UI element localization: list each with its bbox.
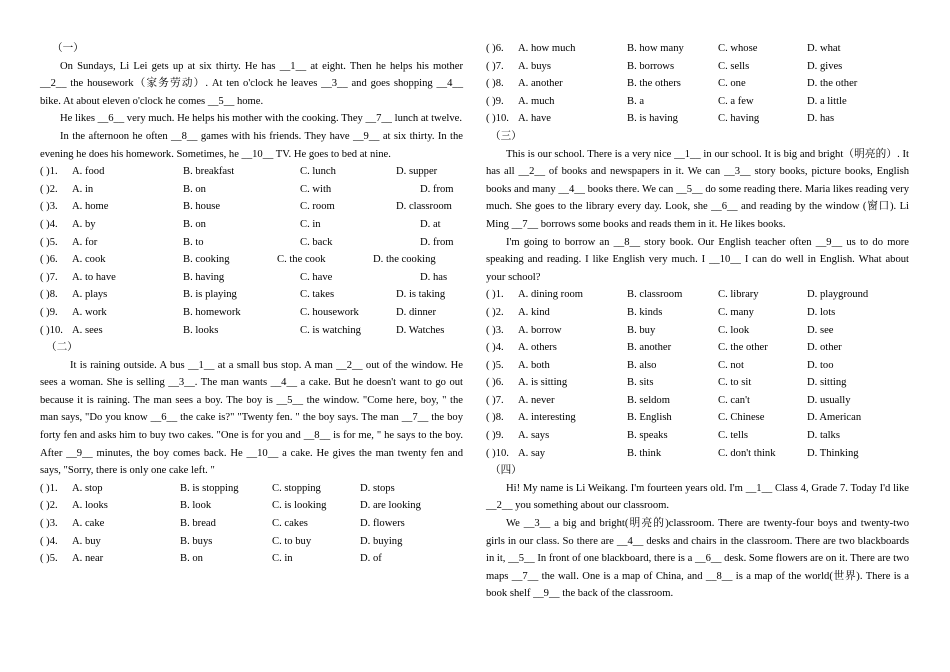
option-b: B. on [180, 553, 203, 565]
option-b: B. having [183, 271, 225, 283]
option-row [486, 427, 909, 445]
question-number: ( )8. [486, 78, 504, 90]
question-number: ( )6. [40, 254, 58, 266]
question-number: ( )3. [40, 518, 58, 530]
option-a: A. in [72, 183, 94, 195]
option-a: A. work [72, 306, 107, 318]
option-b: B. homework [183, 306, 241, 318]
option-d: D. sitting [807, 377, 847, 389]
option-a: A. say [518, 447, 546, 459]
option-b: B. is stopping [180, 482, 239, 494]
option-a: A. borrow [518, 324, 562, 336]
option-d: D. playground [807, 289, 869, 301]
option-c: C. whose [718, 43, 758, 54]
option-b: B. is playing [183, 289, 237, 301]
option-d: D. has [807, 113, 835, 125]
option-row [40, 269, 463, 287]
question-number: ( )9. [40, 306, 58, 318]
option-b: B. sits [627, 377, 654, 389]
question-number: ( )9. [486, 95, 504, 107]
option-d: D. lots [807, 306, 836, 318]
option-d: D. gives [807, 60, 843, 72]
option-a: A. dining room [518, 289, 584, 301]
option-row [486, 392, 909, 410]
option-b: B. another [627, 342, 672, 354]
option-c: C. many [718, 306, 754, 318]
option-c: C. to buy [272, 535, 312, 547]
option-a: A. stop [72, 482, 103, 494]
question-number: ( )5. [486, 359, 504, 371]
option-d: D. is taking [396, 289, 446, 301]
option-b: B. classroom [627, 289, 683, 301]
option-b: B. how many [627, 43, 684, 54]
option-b: B. buys [180, 535, 213, 547]
question-number: ( )10. [486, 447, 509, 459]
option-b: B. on [183, 183, 206, 195]
option-row [40, 515, 463, 533]
question-number: ( )9. [486, 430, 504, 442]
option-d: D. Thinking [807, 447, 859, 459]
option-a: A. buys [518, 60, 551, 72]
option-b: B. a [627, 95, 645, 107]
option-a: A. have [518, 113, 551, 125]
question-number: ( )1. [40, 166, 58, 178]
option-b: B. to [183, 236, 204, 248]
option-row [486, 445, 909, 463]
section-2-title: （二） [46, 342, 78, 354]
question-number: ( )7. [486, 394, 504, 406]
option-d: D. a little [807, 95, 847, 107]
option-a: A. how much [518, 43, 576, 54]
option-c: C. library [718, 289, 759, 301]
option-row [40, 497, 463, 515]
option-d: D. stops [360, 482, 395, 494]
option-c: C. a few [718, 95, 754, 107]
option-a: A. food [72, 166, 105, 178]
question-number: ( )1. [486, 289, 504, 301]
option-row [40, 550, 463, 568]
passage-paragraph: He likes __6__ very much. He helps his mother with the cooking. They __7__ lunch at twelve. [60, 113, 462, 125]
question-number: ( )8. [486, 412, 504, 424]
option-c: C. sells [718, 60, 750, 72]
option-b: B. kinds [627, 306, 663, 318]
option-a: A. cook [72, 254, 106, 266]
option-a: A. home [72, 201, 109, 213]
option-c: C. takes [300, 289, 335, 301]
option-b: B. the others [627, 78, 681, 90]
option-row [486, 110, 909, 128]
option-row [486, 322, 909, 340]
question-number: ( )4. [40, 535, 58, 547]
option-a: A. cake [72, 518, 105, 530]
option-c: C. tells [718, 430, 749, 442]
option-row [486, 58, 909, 76]
option-c: C. look [718, 324, 750, 336]
option-row [40, 216, 463, 234]
option-c: C. one [718, 78, 746, 90]
option-row [40, 322, 463, 340]
passage-paragraph: It is raining outside. A bus __1__ at a small bus stop. A man __2__ out of the window. He sees a woman. She is selling __3__. The man wants __4__ a cake. But he doesn't want to go out because it is raining. The man sees a boy. The boy is __5__ the window. "Come here, boy, " the man says, "Do you know __6__ the cake is?" "Twenty fen. " the boy says. The man __7__ the boy forty fen and asks him to buy two cakes. "One is for you and __8__ is for me, " he says to the boy. After __9__ minutes, the boy comes back. He __10__ a cake. He gives the man twenty fen and says, "Sorry, there is only one cake left. " [40, 359, 463, 477]
option-row [486, 357, 909, 375]
option-c: C. can't [718, 394, 750, 406]
option-b: B. think [627, 447, 662, 459]
option-d: D. of [360, 553, 382, 565]
passage-paragraph: In the afternoon he often __8__ games with his friends. They have __9__ at six thirty. In the evening he does his homework. Sometimes, he __10__ TV. He goes to bed at nine. [40, 130, 463, 160]
option-c: C. not [718, 359, 744, 371]
right-column [486, 40, 909, 603]
option-d: D. talks [807, 430, 840, 442]
section-3-title: （三） [490, 130, 522, 142]
passage-paragraph: This is our school. There is a very nice __1__ in our school. It is big and bright（明亮的）. It has all __2__ of books and newspapers in it. We can __3__ story books, picture books, English books and many __4__ books there. We can __5__ do some reading there. Maria likes reading very much. She goes to the library every day. Look, she __6__ and reading by the window (窗口). Li Ming __7__ borrows some books and reads them in it. He likes books. [486, 148, 909, 230]
option-row [40, 533, 463, 551]
option-row [40, 163, 463, 181]
option-c: C. in [300, 218, 321, 230]
section-1-title: （一） [52, 43, 84, 54]
option-a: A. near [72, 553, 104, 565]
option-b: B. on [183, 218, 206, 230]
option-d: D. at [420, 218, 441, 230]
option-row [40, 304, 463, 322]
option-row [486, 286, 909, 304]
question-number: ( )4. [486, 342, 504, 354]
option-d: D. from [420, 236, 454, 248]
option-d: D. what [807, 43, 841, 54]
option-d: D. classroom [396, 201, 452, 213]
option-d: D. are looking [360, 500, 421, 512]
question-number: ( )2. [40, 183, 58, 195]
question-number: ( )8. [40, 289, 58, 301]
option-c: C. in [272, 553, 293, 565]
option-row [486, 339, 909, 357]
option-d: D. see [807, 324, 834, 336]
question-number: ( )3. [40, 201, 58, 213]
option-a: A. plays [72, 289, 108, 301]
question-number: ( )5. [40, 553, 58, 565]
option-a: A. another [518, 78, 563, 90]
option-c: C. cakes [272, 518, 308, 530]
option-b: B. breakfast [183, 166, 235, 178]
option-b: B. looks [183, 324, 219, 336]
option-a: A. never [518, 394, 555, 406]
option-c: C. Chinese [718, 412, 765, 424]
option-a: A. looks [72, 500, 108, 512]
passage-paragraph: Hi! My name is Li Weikang. I'm fourteen years old. I'm __1__ Class 4, Grade 7. Today I'd like __2__ you something about our classroom. [486, 482, 909, 512]
option-c: C. stopping [272, 482, 321, 494]
question-number: ( )2. [40, 500, 58, 512]
options-list [40, 163, 463, 339]
option-a: A. kind [518, 306, 550, 318]
options-list [486, 40, 909, 128]
option-c: C. to sit [718, 377, 752, 389]
option-row [40, 198, 463, 216]
option-b: B. borrows [627, 60, 675, 72]
option-c: C. with [300, 183, 332, 195]
option-row [486, 304, 909, 322]
option-b: B. also [627, 359, 657, 371]
left-column [40, 40, 463, 568]
options-list [486, 286, 909, 462]
option-a: A. is sitting [518, 377, 568, 389]
option-a: A. says [518, 430, 550, 442]
option-row [486, 40, 909, 58]
option-c: C. room [300, 201, 335, 213]
option-c: C. having [718, 113, 760, 125]
option-row [40, 251, 463, 269]
option-c: C. back [300, 236, 333, 248]
option-b: B. bread [180, 518, 216, 530]
option-b: B. speaks [627, 430, 668, 442]
option-a: A. others [518, 342, 557, 354]
option-d: D. too [807, 359, 834, 371]
option-row [486, 409, 909, 427]
option-d: D. from [420, 183, 454, 195]
passage-paragraph: I'm going to borrow an __8__ story book. Our English teacher often __9__ us to do more speaking and reading. I like English very much. I __10__ I can do well in English. What about your school? [486, 236, 909, 283]
question-number: ( )7. [40, 271, 58, 283]
option-b: B. buy [627, 324, 656, 336]
option-a: A. interesting [518, 412, 576, 424]
option-d: D. flowers [360, 518, 405, 530]
option-a: A. buy [72, 535, 101, 547]
option-row [486, 374, 909, 392]
question-number: ( )2. [486, 306, 504, 318]
option-d: D. American [807, 412, 862, 424]
option-d: D. other [807, 342, 842, 354]
option-b: B. cooking [183, 254, 230, 266]
question-number: ( )1. [40, 482, 58, 494]
option-d: D. the cooking [373, 254, 436, 266]
question-number: ( )5. [40, 236, 58, 248]
question-number: ( )6. [486, 43, 504, 54]
option-b: B. is having [627, 113, 678, 125]
option-b: B. English [627, 412, 672, 424]
option-b: B. house [183, 201, 221, 213]
option-row [486, 93, 909, 111]
option-row [40, 234, 463, 252]
option-a: A. for [72, 236, 98, 248]
question-number: ( )7. [486, 60, 504, 72]
option-a: A. sees [72, 324, 103, 336]
question-number: ( )10. [486, 113, 509, 125]
option-c: C. don't think [718, 447, 776, 459]
question-number: ( )4. [40, 218, 58, 230]
option-a: A. to have [72, 271, 116, 283]
question-number: ( )6. [486, 377, 504, 389]
option-c: C. is looking [272, 500, 327, 512]
option-d: D. dinner [396, 306, 437, 318]
option-a: A. by [72, 218, 96, 230]
option-d: D. usually [807, 394, 851, 406]
option-a: A. both [518, 359, 550, 371]
option-d: D. has [420, 271, 448, 283]
option-c: C. housework [300, 306, 359, 318]
option-c: C. lunch [300, 166, 336, 178]
option-d: D. the other [807, 78, 858, 90]
passage-paragraph: On Sundays, Li Lei gets up at six thirty. He has __1__ at eight. Then he helps his mother __2__ the housework（家务劳动）. At ten o'clock he leaves __3__ and goes shopping __4__ bike. At about eleven o'clock he comes __5__ home. [40, 60, 463, 107]
option-c: C. the other [718, 342, 768, 354]
option-c: C. is watching [300, 324, 361, 336]
option-c: C. the cook [277, 254, 326, 266]
option-d: D. supper [396, 166, 438, 178]
question-number: ( )10. [40, 324, 63, 336]
passage-paragraph: We __3__ a big and bright(明亮的)classroom. There are twenty-four boys and twenty-two girls in our class. So there are __4__ desks and chairs in the classroom. There are two blackboards in it, __5__ In front of one blackboard, there is a __6__ desk. Some flowers are on it. There are two maps __7__ the wall. One is a map of China, and __8__ is a map of the world(世界). There is a book shelf __9__ the back of the classroom. [486, 518, 909, 600]
option-row [40, 181, 463, 199]
option-a: A. much [518, 95, 555, 107]
options-list [40, 480, 463, 568]
option-d: D. Watches [396, 324, 445, 336]
option-c: C. have [300, 271, 333, 283]
option-d: D. buying [360, 535, 403, 547]
option-row [486, 75, 909, 93]
option-b: B. look [180, 500, 212, 512]
section-4-title: （四） [490, 465, 522, 477]
option-row [40, 480, 463, 498]
option-b: B. seldom [627, 394, 670, 406]
option-row [40, 286, 463, 304]
question-number: ( )3. [486, 324, 504, 336]
